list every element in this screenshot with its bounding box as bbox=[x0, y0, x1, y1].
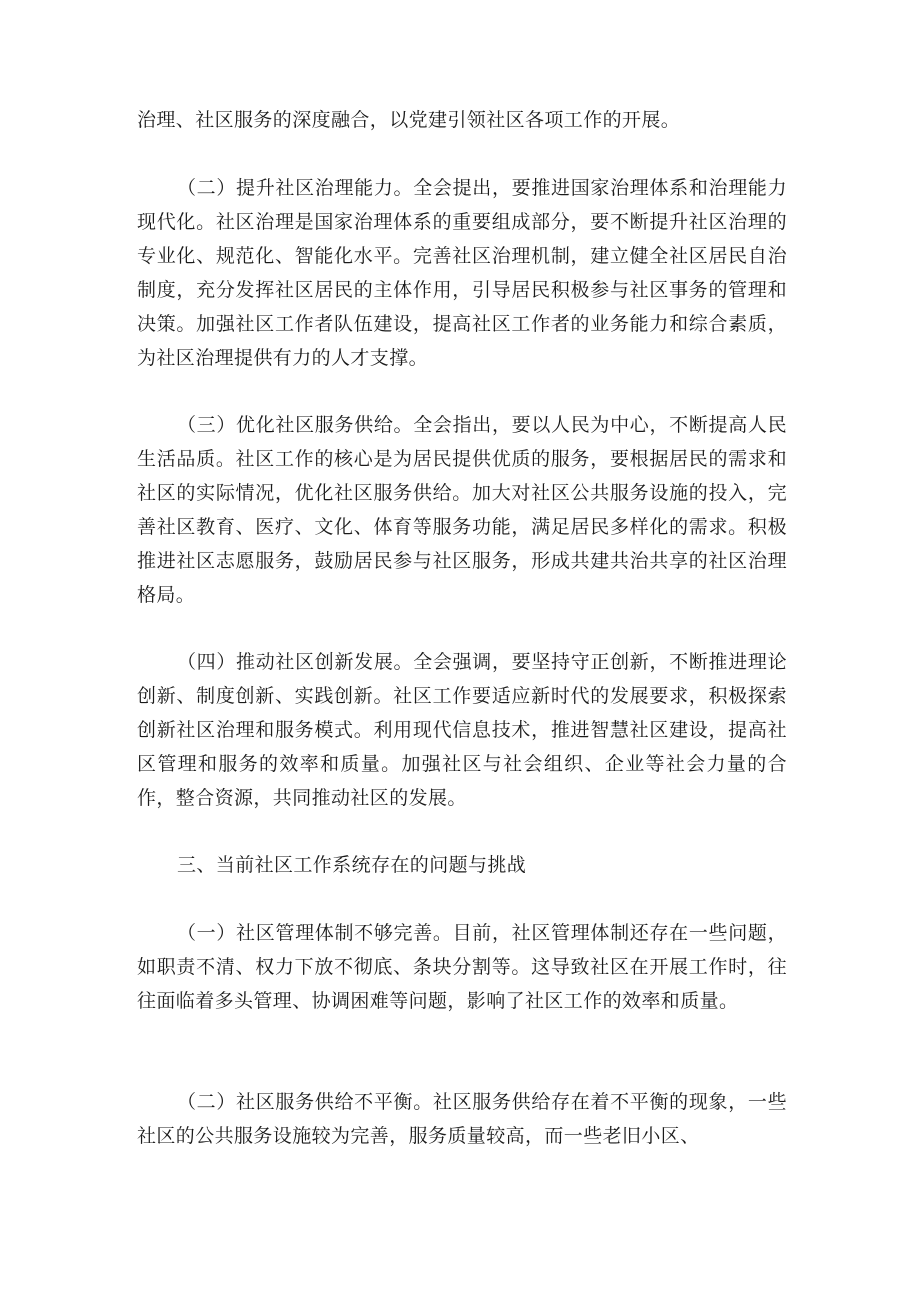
paragraph-innovation: （四）推动社区创新发展。全会强调，要坚持守正创新，不断推进理论创新、制度创新、实践创新。社区工作要适应新时代的发展要求，积极探索创新社区治理和服务模式。利用现代信息技术，推进智慧社区建设，提高社区管理和服务的效率和质量。加强社区与社会组织、企业等社会力量的合作，整合资源，共同推动社区的发展。 bbox=[137, 651, 787, 809]
paragraph-management-system: （一）社区管理体制不够完善。目前，社区管理体制还存在一些问题，如职责不清、权力下放不彻底、条块分割等。这导致社区在开展工作时，往往面临着多头管理、协调困难等问题，影响了社区工作的效率和质量。 bbox=[137, 922, 787, 1012]
paragraph-service-imbalance: （二）社区服务供给不平衡。社区服务供给存在着不平衡的现象，一些社区的公共服务设施较为完善，服务质量较高，而一些老旧小区、 bbox=[137, 1091, 787, 1147]
paragraph-continuation: 治理、社区服务的深度融合，以党建引领社区各项工作的开展。 bbox=[137, 109, 681, 131]
section-heading: 三、当前社区工作系统存在的问题与挑战 bbox=[177, 854, 527, 876]
paragraph-optimize-services: （三）优化社区服务供给。全会指出，要以人民为中心，不断提高人民生活品质。社区工作的核心是为居民提供优质的服务，要根据居民的需求和社区的实际情况，优化社区服务供给。加大对社区公共服务设施的投入，完善社区教育、医疗、文化、体育等服务功能，满足居民多样化的需求。积极推进社区志愿服务，鼓励居民参与社区服务，形成共建共治共享的社区治理格局。 bbox=[137, 414, 787, 606]
paragraph-improve-governance: （二）提升社区治理能力。全会提出，要推进国家治理体系和治理能力现代化。社区治理是国家治理体系的重要组成部分，要不断提升社区治理的专业化、规范化、智能化水平。完善社区治理机制，建立健全社区居民自治制度，充分发挥社区居民的主体作用，引导居民积极参与社区事务的管理和决策。加强社区工作者队伍建设，提高社区工作者的业务能力和综合素质，为社区治理提供有力的人才支撑。 bbox=[137, 177, 787, 369]
